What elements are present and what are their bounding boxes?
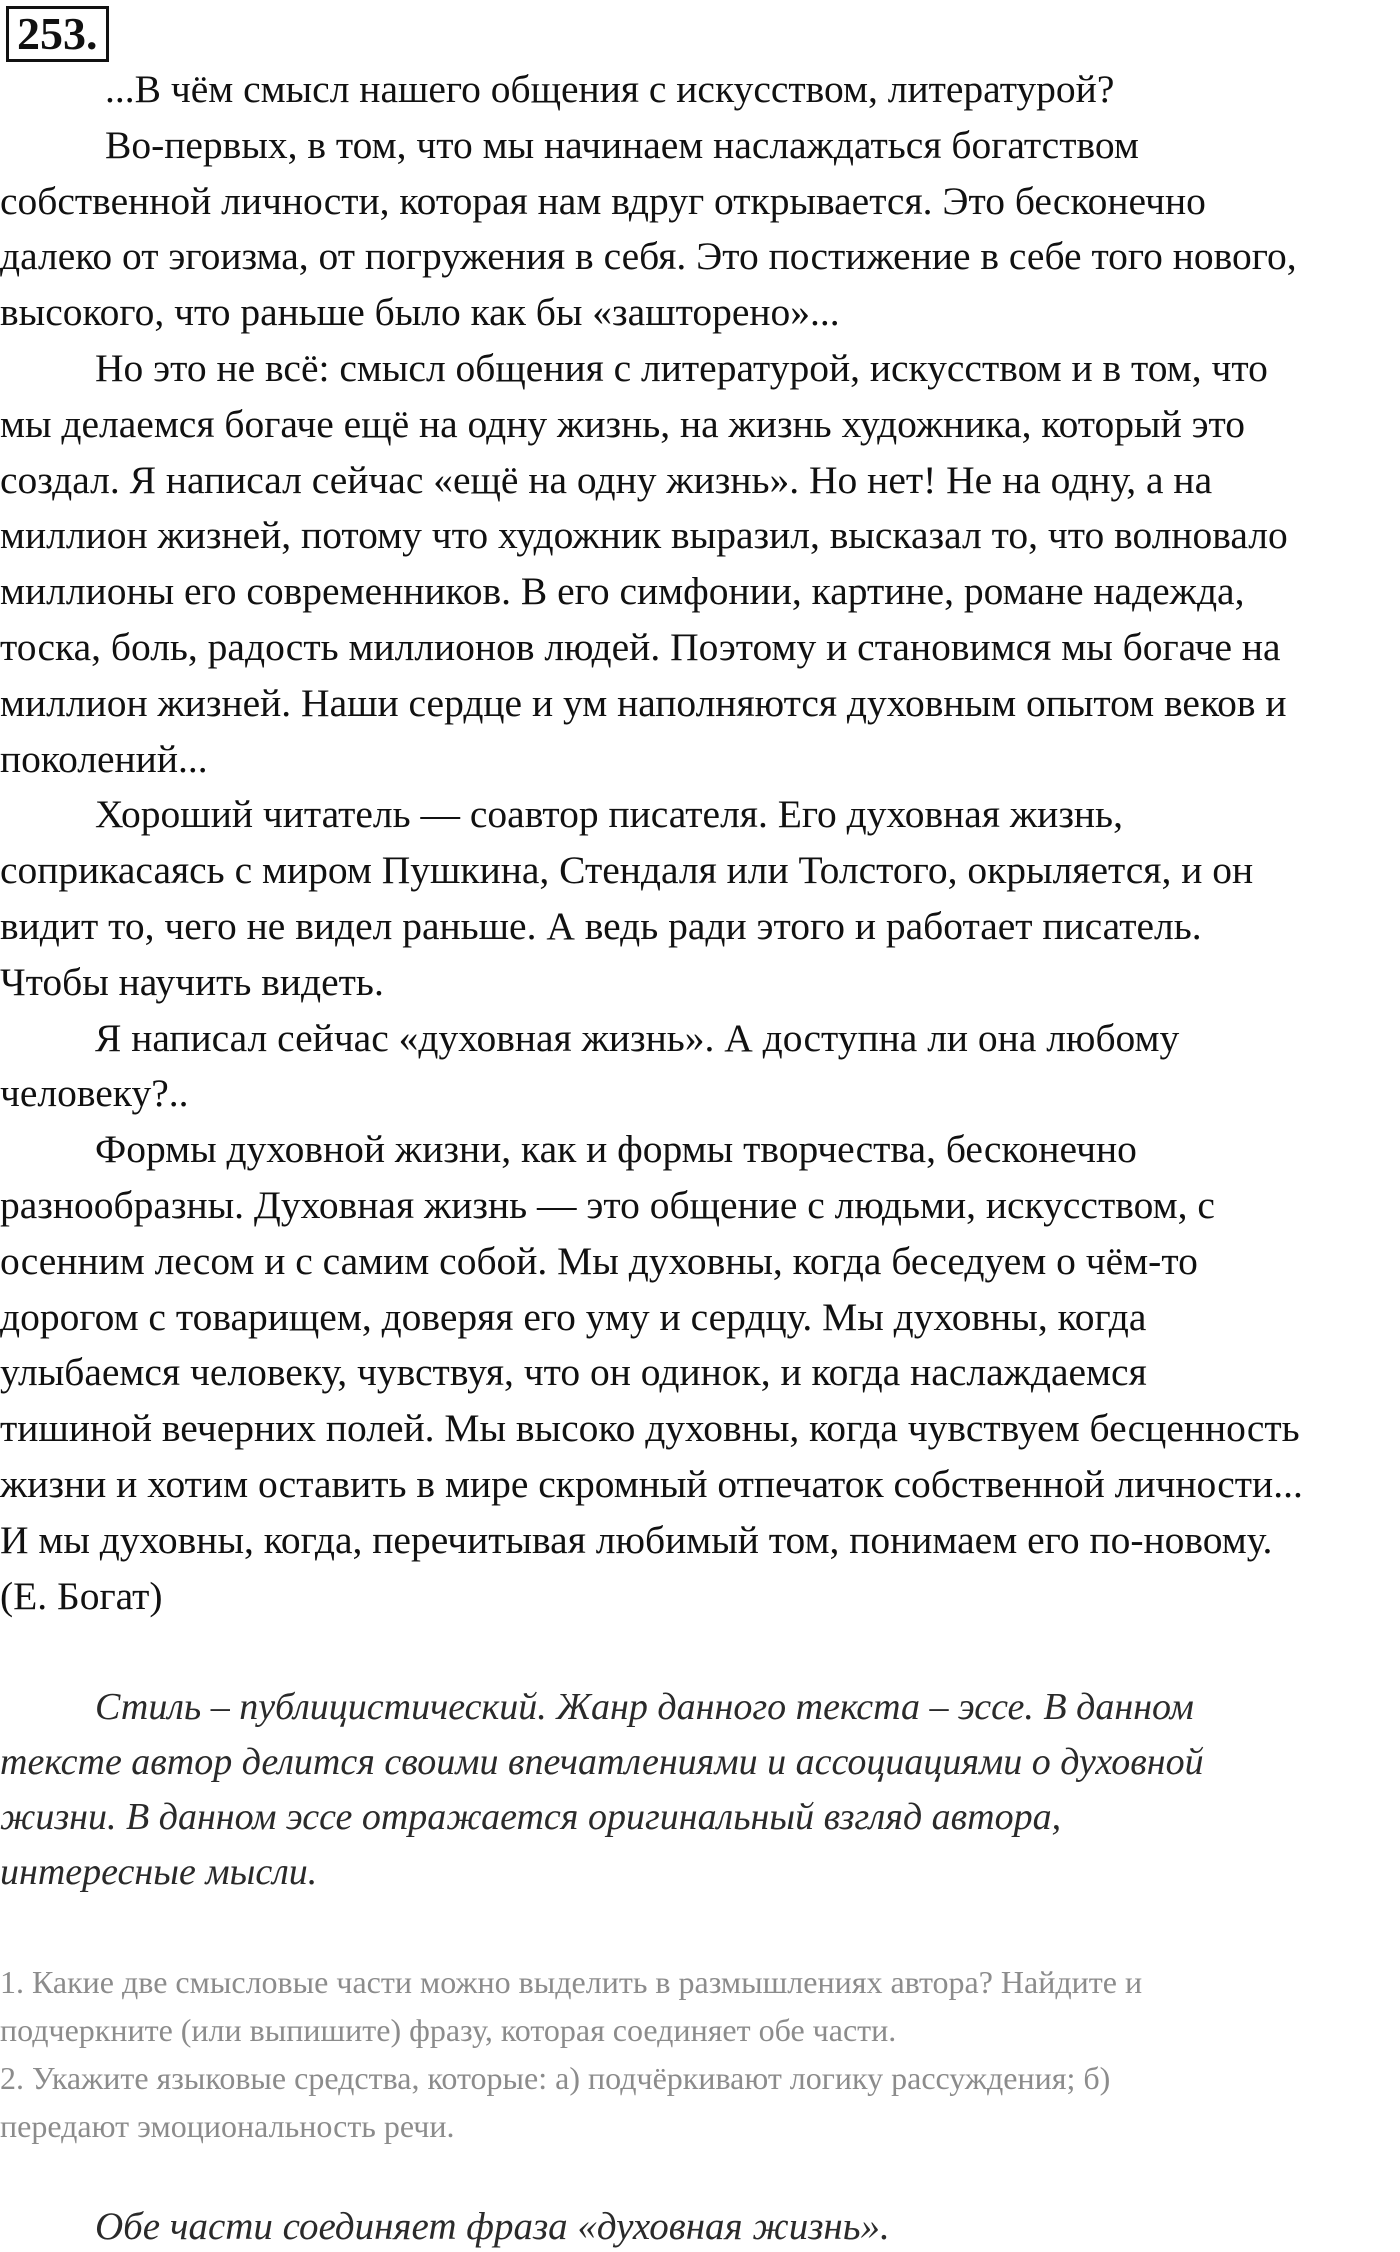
main-text-line: создал. Я написал сейчас «ещё на одну жизнь». Но нет! Не на одну, а на [0, 457, 1213, 502]
main-text-line: (Е. Богат) [0, 1573, 163, 1618]
main-text-line: Во-первых, в том, что мы начинаем наслаждаться богатством [105, 122, 1139, 167]
analysis-text-line: Стиль – публицистический. Жанр данного текста – эссе. В данном [95, 1686, 1194, 1728]
questions-line: подчеркните (или выпишите) фразу, которая соединяет обе части. [0, 2012, 897, 2048]
main-text-line: тоска, боль, радость миллионов людей. Поэтому и становимся мы богаче на [0, 624, 1281, 669]
analysis-text-line: тексте автор делится своими впечатлениями и ассоциациями о духовной [0, 1741, 1204, 1783]
main-text-line: Я написал сейчас «духовная жизнь». А доступна ли она любому [95, 1015, 1180, 1060]
main-text-line: поколений... [0, 736, 208, 781]
analysis-text-line: интересные мысли. [0, 1851, 318, 1893]
questions-line: передают эмоциональность речи. [0, 2108, 455, 2144]
main-text-line: Чтобы научить видеть. [0, 959, 384, 1004]
main-text-line: дорогом с товарищем, доверяя его уму и сердцу. Мы духовны, когда [0, 1294, 1147, 1339]
main-text [0, 62, 1400, 1624]
analysis-text-line: жизни. В данном эссе отражается оригинальный взгляд автора, [0, 1796, 1062, 1838]
questions-list [0, 1958, 1400, 2150]
answer-text [0, 2202, 1400, 2252]
main-text-line: миллион жизней, потому что художник выразил, высказал то, что волновало [0, 513, 1288, 558]
exercise-number: 253. [6, 6, 109, 62]
analysis-text [0, 1680, 1400, 1900]
main-text-line: жизни и хотим оставить в мире скромный отпечаток собственной личности... [0, 1461, 1303, 1506]
main-text-line: ...В чём смысл нашего общения с искусством, литературой? [105, 67, 1115, 111]
main-text-line: мы делаемся богаче ещё на одну жизнь, на жизнь художника, который это [0, 401, 1246, 446]
main-text-line: далеко от эгоизма, от погружения в себя. Это постижение в себе того нового, [0, 234, 1297, 279]
questions-line: 2. Укажите языковые средства, которые: а) подчёркивают логику рассуждения; б) [0, 2060, 1111, 2096]
main-text-line: высокого, что раньше было как бы «зашторено»... [0, 290, 840, 335]
main-text-line: улыбаемся человеку, чувствуя, что он одинок, и когда наслаждаемся [0, 1350, 1147, 1395]
main-text-line: разнообразны. Духовная жизнь — это общение с людьми, искусством, с [0, 1182, 1215, 1227]
main-text-line: осенним лесом и с самим собой. Мы духовны, когда беседуем о чём-то [0, 1238, 1198, 1283]
main-text-line: Хороший читатель — соавтор писателя. Его духовная жизнь, [95, 792, 1123, 837]
main-text-line: миллион жизней. Наши сердце и ум наполняются духовным опытом веков и [0, 680, 1287, 725]
main-text-line: Но это не всё: смысл общения с литературой, искусством и в том, что [95, 345, 1268, 390]
main-text-line: миллионы его современников. В его симфонии, картине, романе надежда, [0, 569, 1245, 614]
main-text-line: собственной личности, которая нам вдруг открывается. Это бесконечно [0, 178, 1206, 223]
questions-line: 1. Какие две смысловые части можно выделить в размышлениях автора? Найдите и [0, 1964, 1143, 2000]
answer-text-line: Обе части соединяет фраза «духовная жизнь». [95, 2205, 890, 2248]
main-text-line: тишиной вечерних полей. Мы высоко духовны, когда чувствуем бесценность [0, 1406, 1300, 1451]
main-text-line: соприкасаясь с миром Пушкина, Стендаля или Толстого, окрыляется, и он [0, 848, 1254, 893]
main-text-line: И мы духовны, когда, перечитывая любимый том, понимаем его по-новому. [0, 1517, 1273, 1562]
main-text-line: видит то, чего не видел раньше. А ведь ради этого и работает писатель. [0, 903, 1202, 948]
main-text-line: Формы духовной жизни, как и формы творчества, бесконечно [95, 1127, 1137, 1172]
main-text-line: человеку?.. [0, 1071, 189, 1116]
